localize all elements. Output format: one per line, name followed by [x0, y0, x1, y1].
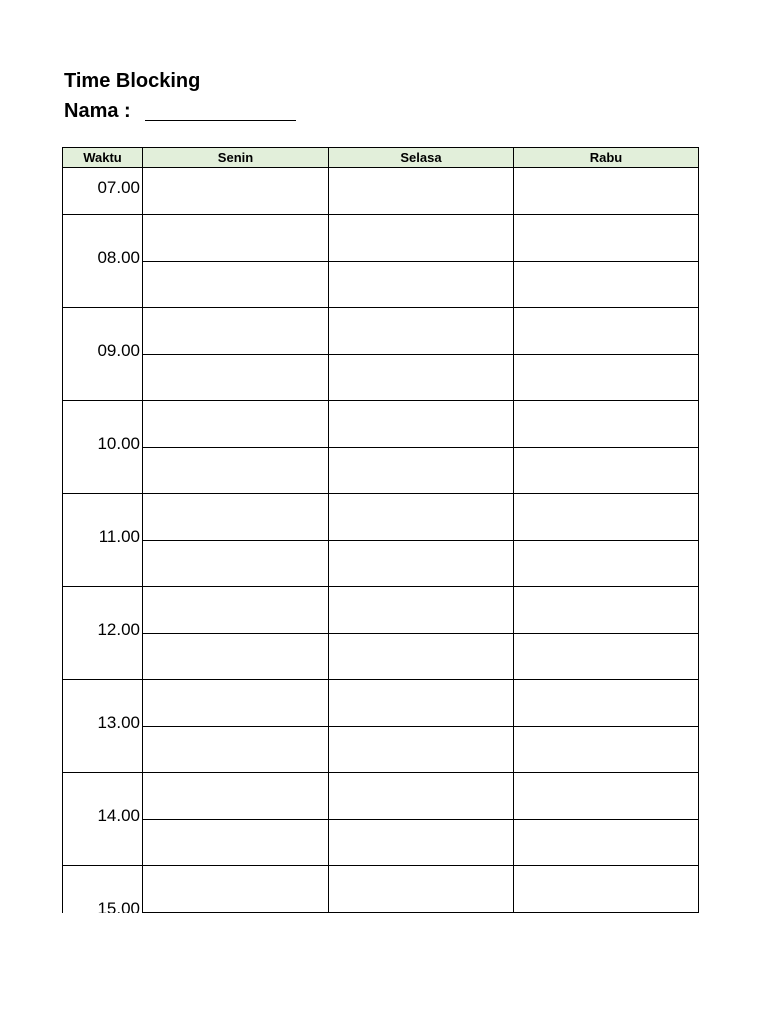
- name-label: Nama :: [64, 100, 131, 122]
- rabu-cell[interactable]: [514, 866, 699, 913]
- time-cell: [62, 680, 143, 773]
- time-label: 12.00: [97, 620, 140, 639]
- time-label: 10.00: [97, 434, 140, 453]
- half-hour-divider: [143, 819, 699, 820]
- time-label: 14.00: [97, 806, 140, 825]
- table-row: [62, 587, 699, 680]
- time-label: 07.00: [97, 178, 140, 197]
- header-selasa: Selasa: [329, 147, 514, 168]
- header-waktu: Waktu: [62, 147, 143, 168]
- name-fill-line[interactable]: [145, 120, 296, 121]
- time-label: 08.00: [97, 248, 140, 267]
- table-row: [62, 168, 699, 215]
- table-row: [62, 215, 699, 308]
- time-label: 11.00: [98, 527, 140, 546]
- time-cell: [62, 587, 143, 680]
- selasa-cell[interactable]: [329, 866, 514, 913]
- half-hour-divider: [143, 354, 699, 355]
- selasa-cell[interactable]: [329, 168, 514, 215]
- header-rabu: Rabu: [514, 147, 699, 168]
- time-label: 09.00: [97, 341, 140, 360]
- half-hour-divider: [143, 540, 699, 541]
- page-title: Time Blocking: [64, 70, 201, 92]
- time-label: 13.00: [97, 713, 140, 732]
- table-header-row: [62, 147, 699, 168]
- table-row: [62, 773, 699, 866]
- time-cell: [62, 215, 143, 308]
- half-hour-divider: [143, 633, 699, 634]
- table-row: [62, 866, 699, 913]
- senin-cell[interactable]: [143, 866, 329, 913]
- rabu-cell[interactable]: [514, 168, 699, 215]
- half-hour-divider: [143, 261, 699, 262]
- header-senin: Senin: [143, 147, 329, 168]
- half-hour-divider: [143, 726, 699, 727]
- half-hour-divider: [143, 912, 699, 913]
- table-row: [62, 680, 699, 773]
- time-blocking-table: [62, 147, 699, 913]
- table-row: [62, 308, 699, 401]
- table-row: [62, 401, 699, 494]
- time-cell: [62, 866, 143, 913]
- time-cell: [62, 308, 143, 401]
- time-cell: [62, 494, 143, 587]
- senin-cell[interactable]: [143, 168, 329, 215]
- time-cell: [62, 773, 143, 866]
- table-row: [62, 494, 699, 587]
- half-hour-divider: [143, 447, 699, 448]
- time-label: 15.00: [97, 899, 140, 913]
- time-cell: [62, 168, 143, 215]
- time-cell: [62, 401, 143, 494]
